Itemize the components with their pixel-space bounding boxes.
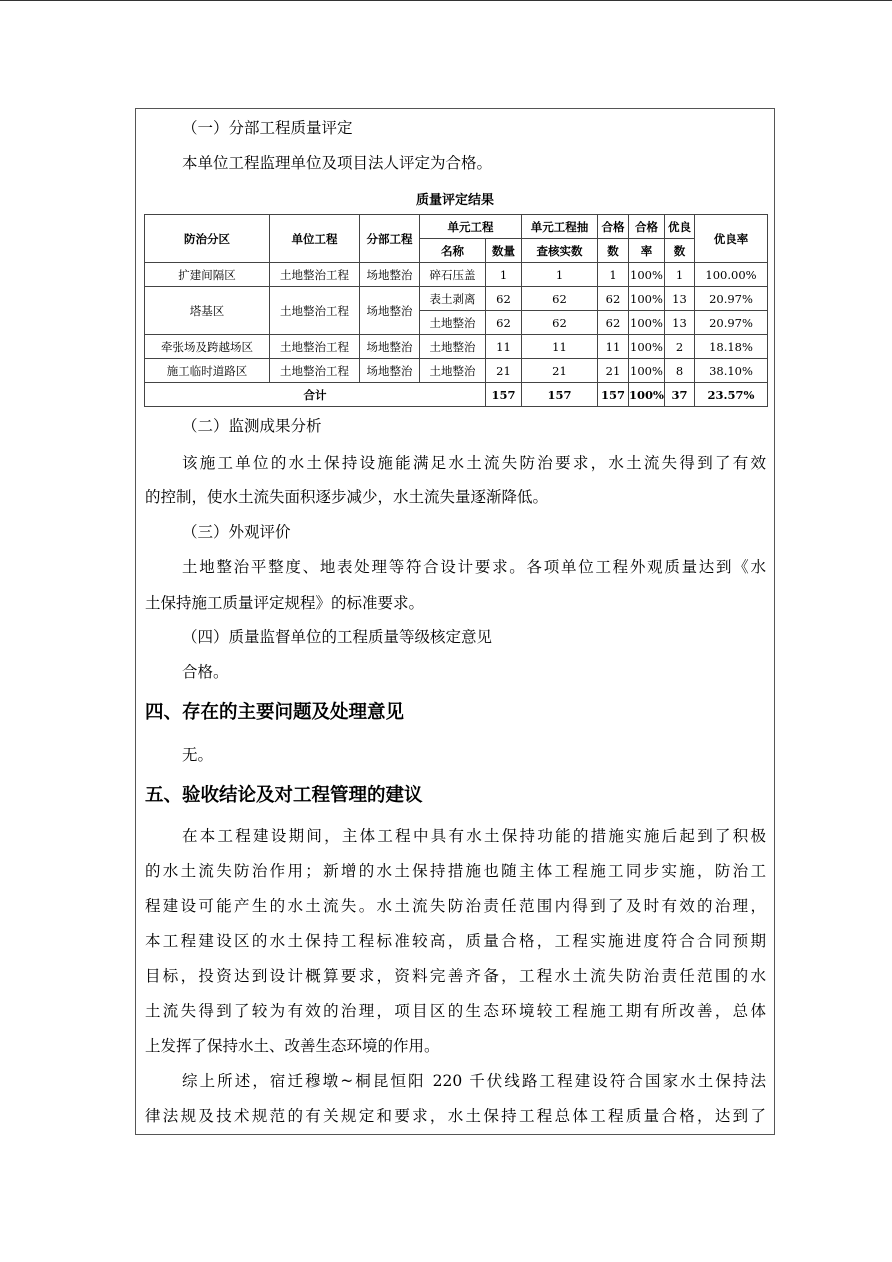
summary-line: 律法规及技术规范的有关规定和要求，水土保持工程总体工程质量合格，达到了 xyxy=(145,1107,766,1125)
conclusion-line: 上发挥了保持水土、改善生态环境的作用。 xyxy=(145,1037,440,1055)
cell-sample: 62 xyxy=(522,287,598,311)
cell-excrate: 20.97% xyxy=(695,287,768,311)
cell-name: 土地整治 xyxy=(420,335,486,359)
section-3-line: 土地整治平整度、地表处理等符合设计要求。各项单位工程外观质量达到《水 xyxy=(182,558,766,576)
total-label: 合计 xyxy=(145,383,486,407)
section-4-text: 合格。 xyxy=(182,663,229,681)
col-exc-top: 优良 xyxy=(665,215,695,239)
total-sample: 157 xyxy=(522,383,598,407)
col-sample-bottom: 查核实数 xyxy=(522,239,598,263)
conclusion-line: 目标，投资达到设计概算要求，资料完善齐备，工程水土流失防治责任范围的水 xyxy=(145,967,766,985)
conclusion-line: 在本工程建设期间，主体工程中具有水土保持功能的措施实施后起到了积极 xyxy=(182,827,766,845)
cell-exc: 13 xyxy=(665,287,695,311)
cell-name: 土地整治 xyxy=(420,311,486,335)
cell-zone: 扩建间隔区 xyxy=(145,263,270,287)
cell-exc: 8 xyxy=(665,359,695,383)
cell-part: 场地整治 xyxy=(360,287,420,335)
cell-name: 表土剥离 xyxy=(420,287,486,311)
table-total-row xyxy=(145,383,768,407)
col-passrate-top: 合格 xyxy=(629,215,665,239)
cell-exc: 13 xyxy=(665,311,695,335)
cell-part: 场地整治 xyxy=(360,359,420,383)
table-caption: 质量评定结果 xyxy=(415,193,494,208)
heading-five: 五、验收结论及对工程管理的建议 xyxy=(145,785,423,806)
cell-exc: 1 xyxy=(665,263,695,287)
cell-part: 场地整治 xyxy=(360,263,420,287)
section-3-heading: （三）外观评价 xyxy=(182,523,291,541)
col-exc-bottom: 数 xyxy=(665,239,695,263)
cell-unit: 土地整治工程 xyxy=(270,263,360,287)
conclusion-line: 程建设可能产生的水土流失。水土流失防治责任范围内得到了及时有效的治理， xyxy=(145,897,766,915)
col-passrate-bottom: 率 xyxy=(629,239,665,263)
conclusion-line: 的水土流失防治作用；新增的水土保持措施也随主体工程施工同步实施，防治工 xyxy=(145,862,766,880)
table-row xyxy=(145,359,768,383)
summary-line: 综上所述，宿迁穆墩~桐昆恒阳 220 千伏线路工程建设符合国家水土保持法 xyxy=(182,1072,766,1090)
col-part: 分部工程 xyxy=(360,215,420,263)
cell-count: 1 xyxy=(486,263,522,287)
table-row xyxy=(145,335,768,359)
cell-passrate: 100% xyxy=(629,335,665,359)
cell-count: 21 xyxy=(486,359,522,383)
cell-count: 62 xyxy=(486,311,522,335)
cell-passrate: 100% xyxy=(629,287,665,311)
cell-unit: 土地整治工程 xyxy=(270,287,360,335)
col-element: 单元工程 xyxy=(420,215,522,239)
cell-excrate: 18.18% xyxy=(695,335,768,359)
table-header-row xyxy=(145,215,768,239)
heading-four: 四、存在的主要问题及处理意见 xyxy=(145,702,405,723)
col-sample-top: 单元工程抽 xyxy=(522,215,598,239)
col-count: 数量 xyxy=(486,239,522,263)
col-pass-top: 合格 xyxy=(598,215,629,239)
cell-excrate: 20.97% xyxy=(695,311,768,335)
cell-pass: 21 xyxy=(598,359,629,383)
section-1-heading: （一）分部工程质量评定 xyxy=(182,119,353,137)
cell-sample: 21 xyxy=(522,359,598,383)
col-zone: 防治分区 xyxy=(145,215,270,263)
section-4-heading: （四）质量监督单位的工程质量等级核定意见 xyxy=(182,628,493,646)
cell-sample: 11 xyxy=(522,335,598,359)
total-passrate: 100% xyxy=(629,383,665,407)
cell-sample: 1 xyxy=(522,263,598,287)
cell-passrate: 100% xyxy=(629,311,665,335)
total-exc: 37 xyxy=(665,383,695,407)
cell-unit: 土地整治工程 xyxy=(270,359,360,383)
section-2-line: 该施工单位的水土保持设施能满足水土流失防治要求，水土流失得到了有效 xyxy=(182,454,766,472)
report-frame xyxy=(135,108,775,1135)
table-row xyxy=(145,263,768,287)
cell-pass: 1 xyxy=(598,263,629,287)
total-excrate: 23.57% xyxy=(695,383,768,407)
col-unit: 单位工程 xyxy=(270,215,360,263)
total-count: 157 xyxy=(486,383,522,407)
quality-table xyxy=(144,214,768,407)
section-2-heading: （二）监测成果分析 xyxy=(182,417,322,435)
cell-exc: 2 xyxy=(665,335,695,359)
cell-zone: 塔基区 xyxy=(145,287,270,335)
heading-four-text: 无。 xyxy=(182,746,214,764)
section-3-line: 土保持施工质量评定规程》的标准要求。 xyxy=(145,594,425,612)
section-1-text: 本单位工程监理单位及项目法人评定为合格。 xyxy=(182,154,493,172)
page-top-rule xyxy=(0,0,892,1)
section-2-line: 的控制，使水土流失面积逐步减少，水土流失量逐渐降低。 xyxy=(145,488,549,506)
cell-part: 场地整治 xyxy=(360,335,420,359)
cell-count: 62 xyxy=(486,287,522,311)
cell-pass: 11 xyxy=(598,335,629,359)
conclusion-line: 本工程建设区的水土保持工程标准较高，质量合格，工程实施进度符合合同预期 xyxy=(145,932,766,950)
total-pass: 157 xyxy=(598,383,629,407)
cell-sample: 62 xyxy=(522,311,598,335)
cell-pass: 62 xyxy=(598,287,629,311)
cell-name: 土地整治 xyxy=(420,359,486,383)
table-row xyxy=(145,287,768,311)
cell-passrate: 100% xyxy=(629,263,665,287)
cell-excrate: 100.00% xyxy=(695,263,768,287)
cell-excrate: 38.10% xyxy=(695,359,768,383)
cell-count: 11 xyxy=(486,335,522,359)
cell-name: 碎石压盖 xyxy=(420,263,486,287)
col-excrate: 优良率 xyxy=(695,215,768,263)
cell-zone: 施工临时道路区 xyxy=(145,359,270,383)
cell-zone: 牵张场及跨越场区 xyxy=(145,335,270,359)
conclusion-line: 土流失得到了较为有效的治理，项目区的生态环境较工程施工期有所改善，总体 xyxy=(145,1002,766,1020)
cell-passrate: 100% xyxy=(629,359,665,383)
cell-pass: 62 xyxy=(598,311,629,335)
col-pass-bottom: 数 xyxy=(598,239,629,263)
col-name: 名称 xyxy=(420,239,486,263)
cell-unit: 土地整治工程 xyxy=(270,335,360,359)
